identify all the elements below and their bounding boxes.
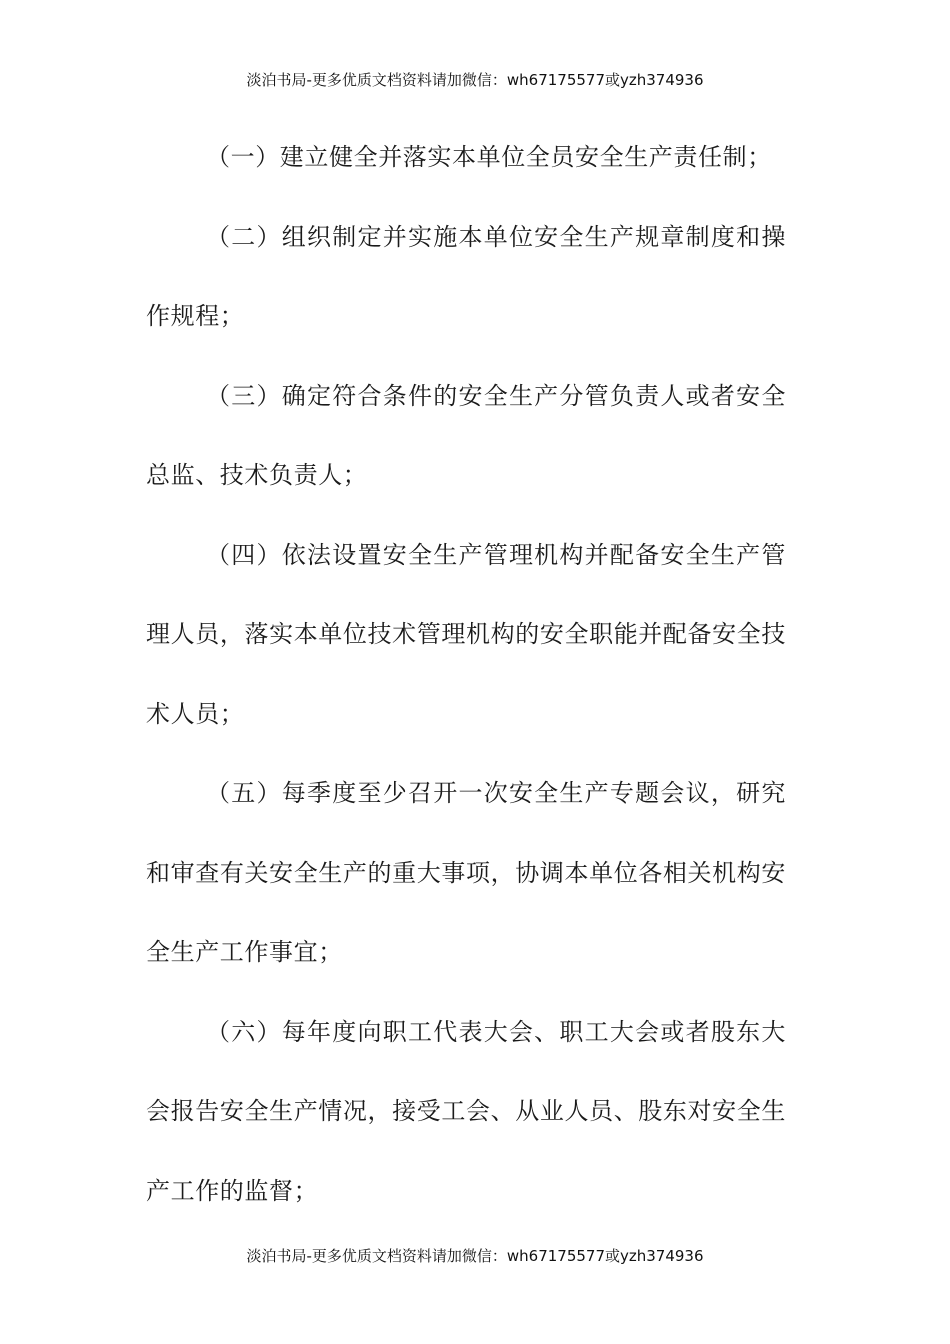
page-footer: 淡泊书局-更多优质文档资料请加微信：wh67175577或yzh374936 (246, 1247, 704, 1265)
clause-6: （六）每年度向职工代表大会、职工大会或者股东大会报告安全生产情况，接受工会、从业人员、股东对安全生产工作的监督； (146, 1017, 786, 1205)
page-header: 淡泊书局-更多优质文档资料请加微信：wh67175577或yzh374936 (246, 71, 704, 89)
clause-4: （四）依法设置安全生产管理机构并配备安全生产管理人员，落实本单位技术管理机构的安全职能并配备安全技术人员； (146, 540, 786, 728)
document-body (146, 118, 786, 1231)
clause-2: （二）组织制定并实施本单位安全生产规章制度和操作规程； (146, 222, 786, 330)
clause-1: （一）建立健全并落实本单位全员安全生产责任制； (206, 143, 772, 171)
clause-5: （五）每季度至少召开一次安全生产专题会议，研究和审查有关安全生产的重大事项，协调本单位各相关机构安全生产工作事宜； (146, 779, 786, 966)
clause-3: （三）确定符合条件的安全生产分管负责人或者安全总监、技术负责人； (146, 381, 786, 489)
